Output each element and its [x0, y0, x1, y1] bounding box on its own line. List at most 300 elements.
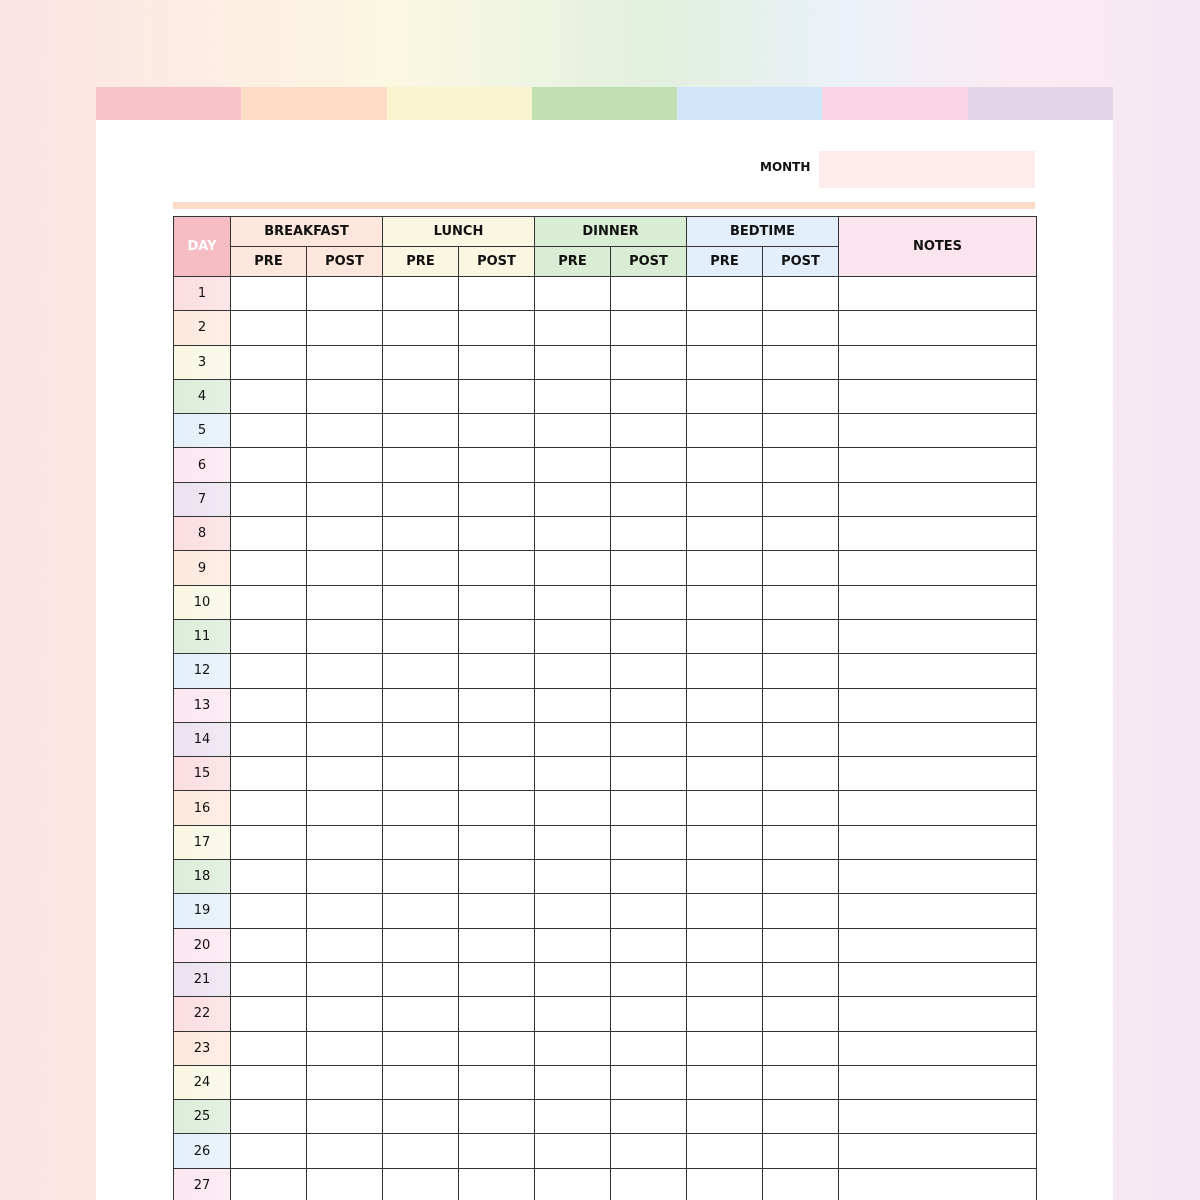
- table-row: [174, 585, 1037, 619]
- notes-cell[interactable]: [839, 757, 1037, 791]
- reading-cell[interactable]: [763, 928, 839, 962]
- reading-cell[interactable]: [459, 654, 535, 688]
- reading-cell[interactable]: [383, 654, 459, 688]
- table-row: [174, 379, 1037, 413]
- reading-cell[interactable]: [535, 688, 611, 722]
- reading-cell[interactable]: [459, 1065, 535, 1099]
- blood-sugar-log-table: [173, 216, 1037, 1200]
- table-row: [174, 1134, 1037, 1168]
- reading-cell[interactable]: [383, 1134, 459, 1168]
- reading-cell[interactable]: [763, 654, 839, 688]
- notes-cell[interactable]: [839, 619, 1037, 653]
- reading-cell[interactable]: [459, 517, 535, 551]
- reading-cell[interactable]: [231, 722, 307, 756]
- reading-cell[interactable]: [611, 825, 687, 859]
- reading-cell[interactable]: [687, 551, 763, 585]
- table-row: [174, 448, 1037, 482]
- notes-cell[interactable]: [839, 997, 1037, 1031]
- reading-cell[interactable]: [459, 757, 535, 791]
- reading-cell[interactable]: [459, 997, 535, 1031]
- table-row: [174, 928, 1037, 962]
- reading-cell[interactable]: [687, 1065, 763, 1099]
- stripe-segment: [96, 87, 241, 120]
- reading-cell[interactable]: [307, 311, 383, 345]
- reading-cell[interactable]: [535, 345, 611, 379]
- day-cell: 17: [174, 825, 231, 859]
- reading-cell[interactable]: [383, 791, 459, 825]
- notes-cell[interactable]: [839, 962, 1037, 996]
- reading-cell[interactable]: [611, 928, 687, 962]
- reading-cell[interactable]: [611, 619, 687, 653]
- reading-cell[interactable]: [383, 585, 459, 619]
- reading-cell[interactable]: [611, 1065, 687, 1099]
- reading-cell[interactable]: [307, 688, 383, 722]
- reading-cell[interactable]: [611, 757, 687, 791]
- reading-cell[interactable]: [687, 345, 763, 379]
- reading-cell[interactable]: [383, 448, 459, 482]
- reading-cell[interactable]: [763, 311, 839, 345]
- day-cell: 3: [174, 345, 231, 379]
- reading-cell[interactable]: [459, 825, 535, 859]
- reading-cell[interactable]: [763, 345, 839, 379]
- table-row: [174, 1031, 1037, 1065]
- reading-cell[interactable]: [307, 860, 383, 894]
- notes-cell[interactable]: [839, 1100, 1037, 1134]
- notes-cell[interactable]: [839, 654, 1037, 688]
- reading-cell[interactable]: [535, 962, 611, 996]
- reading-cell[interactable]: [231, 825, 307, 859]
- day-cell: 12: [174, 654, 231, 688]
- reading-cell[interactable]: [231, 1134, 307, 1168]
- reading-cell[interactable]: [687, 997, 763, 1031]
- group-header-lunch: LUNCH: [383, 217, 535, 247]
- reading-cell[interactable]: [307, 928, 383, 962]
- reading-cell[interactable]: [231, 482, 307, 516]
- reading-cell[interactable]: [763, 1134, 839, 1168]
- reading-cell[interactable]: [383, 1031, 459, 1065]
- table-row: [174, 791, 1037, 825]
- reading-cell[interactable]: [307, 277, 383, 311]
- reading-cell[interactable]: [307, 1100, 383, 1134]
- reading-cell[interactable]: [687, 482, 763, 516]
- notes-cell[interactable]: [839, 1031, 1037, 1065]
- reading-cell[interactable]: [763, 860, 839, 894]
- notes-cell[interactable]: [839, 311, 1037, 345]
- reading-cell[interactable]: [535, 654, 611, 688]
- reading-cell[interactable]: [687, 311, 763, 345]
- reading-cell[interactable]: [535, 894, 611, 928]
- reading-cell[interactable]: [383, 962, 459, 996]
- reading-cell[interactable]: [687, 1168, 763, 1200]
- notes-cell[interactable]: [839, 379, 1037, 413]
- notes-cell[interactable]: [839, 585, 1037, 619]
- reading-cell[interactable]: [763, 1065, 839, 1099]
- reading-cell[interactable]: [687, 654, 763, 688]
- table-row: [174, 825, 1037, 859]
- table-row: [174, 311, 1037, 345]
- reading-cell[interactable]: [535, 619, 611, 653]
- table-row: [174, 1065, 1037, 1099]
- reading-cell[interactable]: [535, 414, 611, 448]
- reading-cell[interactable]: [231, 860, 307, 894]
- reading-cell[interactable]: [231, 654, 307, 688]
- stripe-segment: [968, 87, 1113, 120]
- day-cell: 24: [174, 1065, 231, 1099]
- reading-cell[interactable]: [687, 825, 763, 859]
- reading-cell[interactable]: [611, 1100, 687, 1134]
- reading-cell[interactable]: [763, 551, 839, 585]
- reading-cell[interactable]: [535, 1065, 611, 1099]
- day-cell: 14: [174, 722, 231, 756]
- reading-cell[interactable]: [307, 825, 383, 859]
- sub-header-post: POST: [459, 247, 535, 277]
- reading-cell[interactable]: [687, 962, 763, 996]
- day-cell: 25: [174, 1100, 231, 1134]
- reading-cell[interactable]: [383, 1065, 459, 1099]
- stripe-segment: [387, 87, 532, 120]
- reading-cell[interactable]: [459, 277, 535, 311]
- table-row: [174, 654, 1037, 688]
- reading-cell[interactable]: [231, 1065, 307, 1099]
- sub-header-pre: PRE: [231, 247, 307, 277]
- table-row: [174, 962, 1037, 996]
- notes-cell[interactable]: [839, 482, 1037, 516]
- day-cell: 16: [174, 791, 231, 825]
- reading-cell[interactable]: [687, 1100, 763, 1134]
- reading-cell[interactable]: [231, 585, 307, 619]
- reading-cell[interactable]: [383, 757, 459, 791]
- reading-cell[interactable]: [307, 1134, 383, 1168]
- reading-cell[interactable]: [231, 894, 307, 928]
- reading-cell[interactable]: [459, 619, 535, 653]
- reading-cell[interactable]: [459, 482, 535, 516]
- reading-cell[interactable]: [459, 894, 535, 928]
- reading-cell[interactable]: [535, 277, 611, 311]
- reading-cell[interactable]: [459, 791, 535, 825]
- stripe-segment: [532, 87, 677, 120]
- reading-cell[interactable]: [535, 1134, 611, 1168]
- month-input[interactable]: [819, 151, 1035, 188]
- reading-cell[interactable]: [611, 791, 687, 825]
- table-row: [174, 619, 1037, 653]
- reading-cell[interactable]: [307, 345, 383, 379]
- reading-cell[interactable]: [687, 791, 763, 825]
- reading-cell[interactable]: [535, 551, 611, 585]
- reading-cell[interactable]: [611, 722, 687, 756]
- reading-cell[interactable]: [535, 722, 611, 756]
- group-header-bedtime: BEDTIME: [687, 217, 839, 247]
- reading-cell[interactable]: [383, 860, 459, 894]
- day-cell: 9: [174, 551, 231, 585]
- reading-cell[interactable]: [535, 1168, 611, 1200]
- reading-cell[interactable]: [763, 722, 839, 756]
- day-cell: 8: [174, 517, 231, 551]
- notes-cell[interactable]: [839, 345, 1037, 379]
- reading-cell[interactable]: [231, 688, 307, 722]
- table-row: [174, 997, 1037, 1031]
- day-cell: 26: [174, 1134, 231, 1168]
- reading-cell[interactable]: [611, 688, 687, 722]
- notes-cell[interactable]: [839, 722, 1037, 756]
- reading-cell[interactable]: [687, 517, 763, 551]
- day-cell: 23: [174, 1031, 231, 1065]
- reading-cell[interactable]: [535, 448, 611, 482]
- reading-cell[interactable]: [687, 1134, 763, 1168]
- day-cell: 21: [174, 962, 231, 996]
- reading-cell[interactable]: [763, 962, 839, 996]
- notes-cell[interactable]: [839, 517, 1037, 551]
- reading-cell[interactable]: [231, 345, 307, 379]
- table-row: [174, 1168, 1037, 1200]
- reading-cell[interactable]: [383, 722, 459, 756]
- table-row: [174, 757, 1037, 791]
- reading-cell[interactable]: [307, 1168, 383, 1200]
- reading-cell[interactable]: [307, 379, 383, 413]
- reading-cell[interactable]: [307, 551, 383, 585]
- reading-cell[interactable]: [763, 688, 839, 722]
- reading-cell[interactable]: [763, 585, 839, 619]
- reading-cell[interactable]: [383, 277, 459, 311]
- reading-cell[interactable]: [535, 791, 611, 825]
- reading-cell[interactable]: [459, 1134, 535, 1168]
- reading-cell[interactable]: [307, 791, 383, 825]
- reading-cell[interactable]: [687, 860, 763, 894]
- reading-cell[interactable]: [611, 414, 687, 448]
- reading-cell[interactable]: [383, 928, 459, 962]
- notes-cell[interactable]: [839, 1065, 1037, 1099]
- reading-cell[interactable]: [763, 277, 839, 311]
- reading-cell[interactable]: [763, 482, 839, 516]
- reading-cell[interactable]: [231, 1031, 307, 1065]
- reading-cell[interactable]: [307, 997, 383, 1031]
- reading-cell[interactable]: [231, 311, 307, 345]
- day-cell: 2: [174, 311, 231, 345]
- reading-cell[interactable]: [535, 928, 611, 962]
- reading-cell[interactable]: [307, 1031, 383, 1065]
- reading-cell[interactable]: [307, 482, 383, 516]
- reading-cell[interactable]: [687, 722, 763, 756]
- reading-cell[interactable]: [611, 448, 687, 482]
- reading-cell[interactable]: [307, 414, 383, 448]
- reading-cell[interactable]: [383, 482, 459, 516]
- reading-cell[interactable]: [687, 619, 763, 653]
- reading-cell[interactable]: [383, 345, 459, 379]
- notes-cell[interactable]: [839, 860, 1037, 894]
- sub-header-pre: PRE: [535, 247, 611, 277]
- notes-cell[interactable]: [839, 448, 1037, 482]
- reading-cell[interactable]: [459, 551, 535, 585]
- sub-header-post: POST: [307, 247, 383, 277]
- reading-cell[interactable]: [231, 1100, 307, 1134]
- notes-cell[interactable]: [839, 894, 1037, 928]
- reading-cell[interactable]: [611, 654, 687, 688]
- reading-cell[interactable]: [383, 379, 459, 413]
- reading-cell[interactable]: [611, 345, 687, 379]
- reading-cell[interactable]: [687, 585, 763, 619]
- stripe-segment: [822, 87, 967, 120]
- reading-cell[interactable]: [611, 551, 687, 585]
- reading-cell[interactable]: [611, 1168, 687, 1200]
- reading-cell[interactable]: [611, 379, 687, 413]
- reading-cell[interactable]: [763, 414, 839, 448]
- table-row: [174, 414, 1037, 448]
- reading-cell[interactable]: [687, 757, 763, 791]
- reading-cell[interactable]: [307, 654, 383, 688]
- day-cell: 6: [174, 448, 231, 482]
- reading-cell[interactable]: [687, 379, 763, 413]
- reading-cell[interactable]: [611, 311, 687, 345]
- reading-cell[interactable]: [383, 1168, 459, 1200]
- sub-header-pre: PRE: [383, 247, 459, 277]
- reading-cell[interactable]: [231, 517, 307, 551]
- reading-cell[interactable]: [459, 722, 535, 756]
- reading-cell[interactable]: [307, 894, 383, 928]
- reading-cell[interactable]: [535, 1100, 611, 1134]
- reading-cell[interactable]: [231, 448, 307, 482]
- day-cell: 20: [174, 928, 231, 962]
- reading-cell[interactable]: [383, 688, 459, 722]
- reading-cell[interactable]: [231, 791, 307, 825]
- reading-cell[interactable]: [459, 379, 535, 413]
- reading-cell[interactable]: [383, 894, 459, 928]
- reading-cell[interactable]: [763, 825, 839, 859]
- reading-cell[interactable]: [763, 997, 839, 1031]
- reading-cell[interactable]: [611, 962, 687, 996]
- day-cell: 22: [174, 997, 231, 1031]
- notes-cell[interactable]: [839, 1168, 1037, 1200]
- day-cell: 5: [174, 414, 231, 448]
- reading-cell[interactable]: [687, 894, 763, 928]
- notes-cell[interactable]: [839, 277, 1037, 311]
- reading-cell[interactable]: [459, 860, 535, 894]
- reading-cell[interactable]: [611, 482, 687, 516]
- reading-cell[interactable]: [231, 1168, 307, 1200]
- reading-cell[interactable]: [459, 345, 535, 379]
- reading-cell[interactable]: [383, 551, 459, 585]
- reading-cell[interactable]: [763, 379, 839, 413]
- reading-cell[interactable]: [535, 757, 611, 791]
- reading-cell[interactable]: [231, 928, 307, 962]
- reading-cell[interactable]: [307, 448, 383, 482]
- day-cell: 4: [174, 379, 231, 413]
- reading-cell[interactable]: [687, 277, 763, 311]
- reading-cell[interactable]: [611, 277, 687, 311]
- reading-cell[interactable]: [231, 414, 307, 448]
- reading-cell[interactable]: [763, 448, 839, 482]
- reading-cell[interactable]: [307, 722, 383, 756]
- reading-cell[interactable]: [763, 894, 839, 928]
- reading-cell[interactable]: [535, 825, 611, 859]
- reading-cell[interactable]: [231, 997, 307, 1031]
- reading-cell[interactable]: [535, 585, 611, 619]
- reading-cell[interactable]: [535, 997, 611, 1031]
- reading-cell[interactable]: [231, 962, 307, 996]
- notes-cell[interactable]: [839, 791, 1037, 825]
- table-row: [174, 1100, 1037, 1134]
- reading-cell[interactable]: [307, 962, 383, 996]
- day-cell: 7: [174, 482, 231, 516]
- notes-cell[interactable]: [839, 414, 1037, 448]
- stripe-segment: [677, 87, 822, 120]
- reading-cell[interactable]: [763, 1100, 839, 1134]
- reading-cell[interactable]: [459, 414, 535, 448]
- reading-cell[interactable]: [535, 379, 611, 413]
- reading-cell[interactable]: [231, 277, 307, 311]
- table-row: [174, 688, 1037, 722]
- reading-cell[interactable]: [611, 894, 687, 928]
- notes-cell[interactable]: [839, 688, 1037, 722]
- day-cell: 11: [174, 619, 231, 653]
- reading-cell[interactable]: [611, 517, 687, 551]
- reading-cell[interactable]: [231, 551, 307, 585]
- reading-cell[interactable]: [459, 311, 535, 345]
- reading-cell[interactable]: [535, 1031, 611, 1065]
- reading-cell[interactable]: [611, 997, 687, 1031]
- reading-cell[interactable]: [763, 757, 839, 791]
- reading-cell[interactable]: [383, 825, 459, 859]
- reading-cell[interactable]: [307, 585, 383, 619]
- reading-cell[interactable]: [687, 448, 763, 482]
- reading-cell[interactable]: [231, 379, 307, 413]
- reading-cell[interactable]: [383, 619, 459, 653]
- reading-cell[interactable]: [383, 517, 459, 551]
- reading-cell[interactable]: [763, 1168, 839, 1200]
- stripe-segment: [241, 87, 386, 120]
- reading-cell[interactable]: [459, 448, 535, 482]
- notes-cell[interactable]: [839, 1134, 1037, 1168]
- reading-cell[interactable]: [383, 311, 459, 345]
- reading-cell[interactable]: [459, 962, 535, 996]
- table-row: [174, 277, 1037, 311]
- reading-cell[interactable]: [459, 688, 535, 722]
- reading-cell[interactable]: [535, 482, 611, 516]
- reading-cell[interactable]: [307, 1065, 383, 1099]
- reading-cell[interactable]: [459, 1100, 535, 1134]
- notes-cell[interactable]: [839, 825, 1037, 859]
- reading-cell[interactable]: [687, 414, 763, 448]
- reading-cell[interactable]: [763, 517, 839, 551]
- notes-cell[interactable]: [839, 928, 1037, 962]
- reading-cell[interactable]: [611, 860, 687, 894]
- reading-cell[interactable]: [611, 1031, 687, 1065]
- notes-cell[interactable]: [839, 551, 1037, 585]
- reading-cell[interactable]: [763, 791, 839, 825]
- reading-cell[interactable]: [383, 997, 459, 1031]
- reading-cell[interactable]: [535, 517, 611, 551]
- reading-cell[interactable]: [383, 1100, 459, 1134]
- reading-cell[interactable]: [763, 619, 839, 653]
- reading-cell[interactable]: [459, 928, 535, 962]
- reading-cell[interactable]: [459, 1168, 535, 1200]
- reading-cell[interactable]: [535, 311, 611, 345]
- reading-cell[interactable]: [687, 928, 763, 962]
- reading-cell[interactable]: [687, 688, 763, 722]
- reading-cell[interactable]: [307, 517, 383, 551]
- reading-cell[interactable]: [459, 1031, 535, 1065]
- reading-cell[interactable]: [459, 585, 535, 619]
- reading-cell[interactable]: [231, 619, 307, 653]
- reading-cell[interactable]: [535, 860, 611, 894]
- reading-cell[interactable]: [307, 757, 383, 791]
- reading-cell[interactable]: [231, 757, 307, 791]
- reading-cell[interactable]: [763, 1031, 839, 1065]
- reading-cell[interactable]: [687, 1031, 763, 1065]
- reading-cell[interactable]: [611, 585, 687, 619]
- day-cell: 15: [174, 757, 231, 791]
- reading-cell[interactable]: [383, 414, 459, 448]
- reading-cell[interactable]: [307, 619, 383, 653]
- reading-cell[interactable]: [611, 1134, 687, 1168]
